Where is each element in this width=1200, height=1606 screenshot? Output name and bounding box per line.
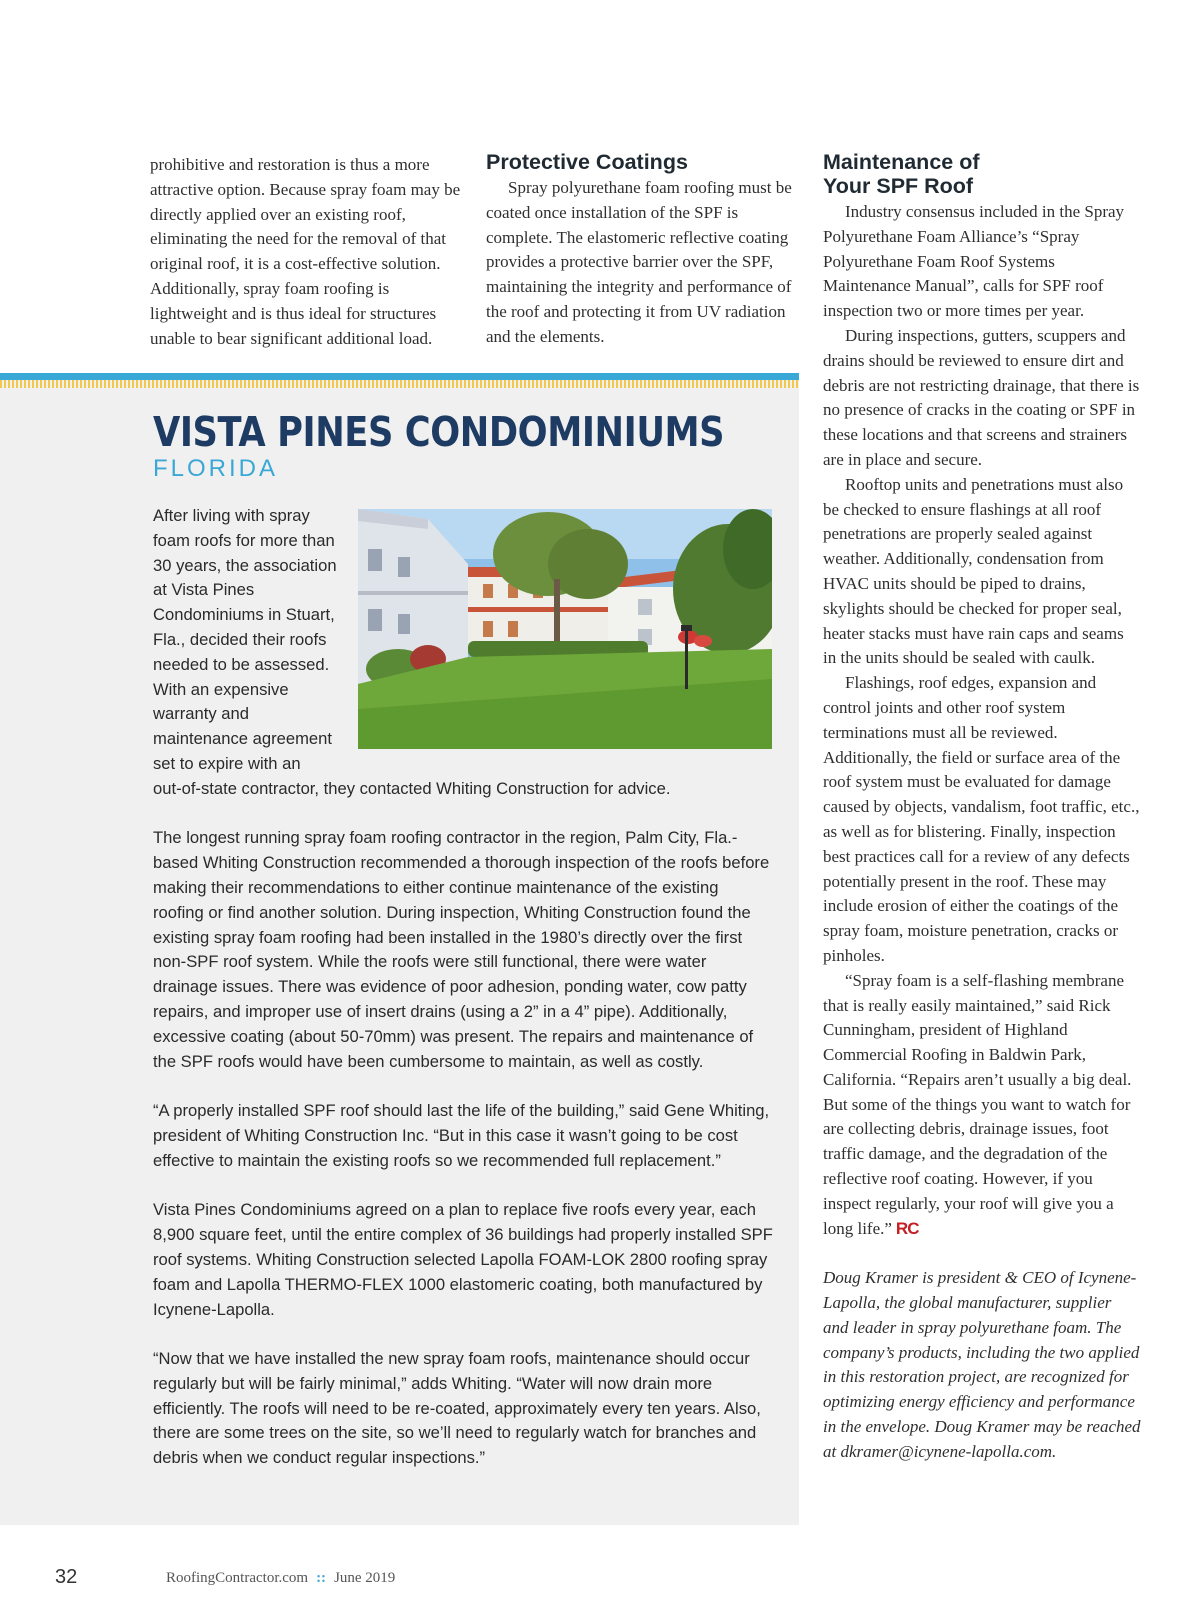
author-bio: Doug Kramer is president & CEO of Icynene-Lapolla, the global manufacturer, supplier and leader in spray polyurethane foam. The company’s products, including the two applied in this restoration project, are recognized for optimizing energy efficiency and performance in the envelope. Doug Kramer may be reached at dkramer@icynene-lapolla.com. xyxy=(823,1268,1141,1461)
footer-separator: :: xyxy=(316,1570,327,1586)
sidebar-lead-tail: out-of-state contractor, they contacted Whiting Construction for advice. xyxy=(153,778,671,798)
maintenance-heading xyxy=(823,150,1141,198)
article-column-3 xyxy=(823,150,1141,1465)
sidebar-paragraph: Vista Pines Condominiums agreed on a plan to replace five roofs every year, each 8,900 square feet, until the entire complex of 36 buildings had properly installed SPF roof systems. Whiting Construction selected Lapolla FOAM-LOK 2800 roofing spray foam and Lapolla THERMO-FLEX 1000 elastomeric coating, both manufactured by Icynene-Lapolla. xyxy=(153,1200,773,1319)
column3-paragraph-quote xyxy=(823,969,1141,1242)
sidebar-dotted-stripe xyxy=(0,380,799,388)
sidebar-lead-paragraph: After living with spray foam roofs for more than 30 years, the association at Vista Pines Condominiums in Stuart, Fla., decided their roofs needed to be assessed. With an expensive warranty and maintenance agreement set to expire with an xyxy=(153,506,337,773)
column3-paragraph: Rooftop units and penetrations must also be checked to ensure flashings at all roof penetrations are properly sealed against weather. Additionally, condensation from HVAC units should be piped to drains, skylights should be checked for proper seal, heater stacks must have rain caps and seams in the units should be sealed with caulk. xyxy=(823,474,1124,668)
footer-publication xyxy=(166,1570,395,1587)
column3-paragraph: Flashings, roof edges, expansion and control joints and other roof system terminations must all be reviewed. Additionally, the field or surface area of the roof system must be evaluated for damage caused by objects, vandalism, foot traffic, etc., as well as for blistering. Finally, inspection best practices call for a review of any defects potentially present in the roof. These may include erosion of either the coatings of the spray foam, moisture penetration, cracks or pinholes. xyxy=(823,673,1140,965)
article-column-1 xyxy=(150,153,470,351)
article-column-2 xyxy=(486,150,792,350)
condominium-photo xyxy=(358,509,772,749)
maintenance-heading-line2: Your SPF Roof xyxy=(823,174,974,198)
column1-paragraph: prohibitive and restoration is thus a more attractive option. Because spray foam may be directly applied over an existing roof, eliminating the need for the removal of that original roof, it is a cost-effective solution. Additionally, spray foam roofing is lightweight and is thus ideal for structures unable to bear significant additional load. xyxy=(150,155,461,348)
sidebar-paragraph: The longest running spray foam roofing contractor in the region, Palm City, Fla.-based Whiting Construction recommended a thorough inspection of the roofs before making their recommendations to either continue maintenance of the existing roofing or find another solution. During inspection, Whiting Construction found the existing spray foam roofing had been installed in the 1980’s directly over the first non-SPF roof system. While the roofs were still functional, there were water drainage issues. There was evidence of poor adhesion, ponding water, cow patty repairs, and improper use of insert drains (using a 2” in a 4” pipe). Additionally, excessive coating (about 50-70mm) was present. The repairs and maintenance of the SPF roofs would have been cumbersome to maintain, as well as costly. xyxy=(153,828,770,1071)
quote-text: “Spray foam is a self-flashing membrane that is really easily maintained,” said Rick Cunningham, president of Highland Commercial Roofing in Baldwin Park, California. “Repairs aren’t usually a big deal. But some of the things you want to watch for are collecting debris, drainage issues, foot traffic damage, and the degradation of the reflective roof coating. However, if you inspect regularly, your roof will give you a long life.” xyxy=(823,970,1132,1238)
column2-paragraph: Spray polyurethane foam roofing must be coated once installation of the SPF is complete. The elastomeric reflective coating provides a protective barrier over the SPF, maintaining the integrity and performance of the roof and protecting it from UV radiation and the elements. xyxy=(486,178,792,346)
rc-end-mark: RC xyxy=(895,1218,919,1238)
protective-coatings-heading: Protective Coatings xyxy=(486,150,688,174)
sidebar-paragraph: “Now that we have installed the new spray foam roofs, maintenance should occur regularly but will be fairly minimal,” adds Whiting. “Water will now drain more efficiently. The roofs will need to be re-coated, approximately every ten years. Also, there are some trees on the site, so we’ll need to regularly watch for branches and debris when we conduct regular inspections.” xyxy=(153,1349,761,1468)
sidebar-paragraph: “A properly installed SPF roof should last the life of the building,” said Gene Whiting, president of Whiting Construction Inc. “But in this case it wasn’t going to be cost effective to maintain the existing roofs so we recommended full replacement.” xyxy=(153,1101,770,1170)
sidebar-subtitle: FLORIDA xyxy=(153,455,279,482)
column3-paragraph: Industry consensus included in the Spray Polyurethane Foam Alliance’s “Spray Polyurethane Foam Roof Systems Maintenance Manual”, calls for SPF roof inspection two or more times per year. xyxy=(823,202,1125,321)
column3-paragraph: During inspections, gutters, scuppers and drains should be reviewed to ensure dirt and debris are not restricting drainage, that there is no presence of cracks in the coating or SPF in these locations and that screens and strainers are in place and secure. xyxy=(823,325,1140,469)
sidebar-top-stripe xyxy=(0,373,799,380)
footer-site-name: RoofingContractor.com xyxy=(166,1570,309,1586)
sidebar-title: VISTA PINES CONDOMINIUMS xyxy=(153,408,725,456)
footer-issue-date: June 2019 xyxy=(334,1570,396,1586)
page-number: 32 xyxy=(55,1566,78,1588)
maintenance-heading-line1: Maintenance of xyxy=(823,150,980,174)
